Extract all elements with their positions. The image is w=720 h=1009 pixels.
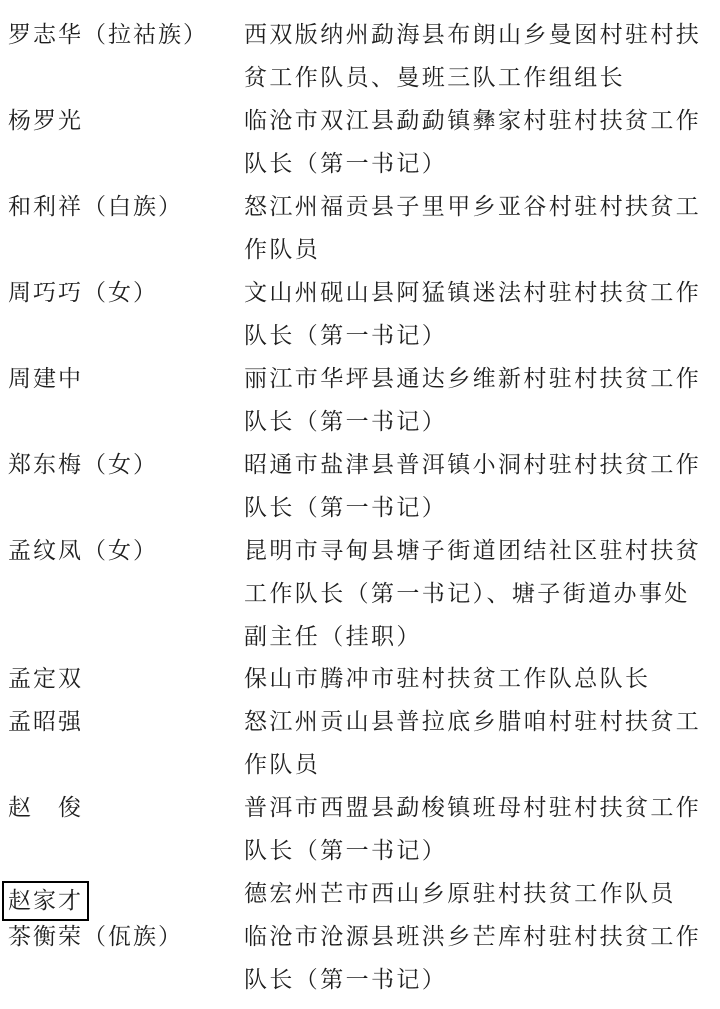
list-item xyxy=(0,859,720,914)
list-item xyxy=(0,0,720,91)
list-item xyxy=(0,902,720,993)
person-name: 周建中 xyxy=(8,366,83,392)
list-item xyxy=(0,516,720,650)
person-position: 德宏州芒市西山乡原驻村扶贫工作队员 xyxy=(244,881,676,907)
person-name: 罗志华（拉祜族） xyxy=(8,22,208,48)
list-item xyxy=(0,687,720,778)
person-name: 孟纹凤（女） xyxy=(8,538,158,564)
person-name: 孟定双 xyxy=(8,666,83,692)
person-position: 保山市腾冲市驻村扶贫工作队总队长 xyxy=(244,666,651,692)
person-name: 杨罗光 xyxy=(8,108,83,134)
list-item xyxy=(0,86,720,177)
person-position: 怒江州福贡县子里甲乡亚谷村驻村扶贫工作队员 xyxy=(244,194,702,263)
person-position: 文山州砚山县阿猛镇迷法村驻村扶贫工作队长（第一书记） xyxy=(244,280,702,349)
list-item xyxy=(0,172,720,263)
list-item xyxy=(0,344,720,435)
person-position: 丽江市华坪县通达乡维新村驻村扶贫工作队长（第一书记） xyxy=(244,366,702,435)
list-item xyxy=(0,773,720,864)
person-name: 孟昭强 xyxy=(8,709,83,735)
person-position: 临沧市双江县勐勐镇彝家村驻村扶贫工作队长（第一书记） xyxy=(244,108,702,177)
person-name: 赵 俊 xyxy=(8,795,83,821)
list-item xyxy=(0,644,720,692)
person-name-highlighted: 赵家才 xyxy=(2,881,89,921)
list-item xyxy=(0,258,720,349)
person-position: 怒江州贡山县普拉底乡腊咱村驻村扶贫工作队员 xyxy=(244,709,702,778)
person-name: 郑东梅（女） xyxy=(8,452,158,478)
person-name: 茶衡荣（佤族） xyxy=(8,924,183,950)
person-name: 周巧巧（女） xyxy=(8,280,158,306)
person-position: 普洱市西盟县勐梭镇班母村驻村扶贫工作队长（第一书记） xyxy=(244,795,702,864)
list-item xyxy=(0,430,720,521)
person-name: 和利祥（白族） xyxy=(8,194,183,220)
person-position: 昭通市盐津县普洱镇小洞村驻村扶贫工作队长（第一书记） xyxy=(244,452,702,521)
person-position: 西双版纳州勐海县布朗山乡曼囡村驻村扶贫工作队员、曼班三队工作组组长 xyxy=(244,22,702,91)
person-position: 昆明市寻甸县塘子街道团结社区驻村扶贫工作队长（第一书记）、塘子街道办事处副主任（挂职） xyxy=(244,538,702,650)
person-position: 临沧市沧源县班洪乡芒库村驻村扶贫工作队长（第一书记） xyxy=(244,924,702,993)
